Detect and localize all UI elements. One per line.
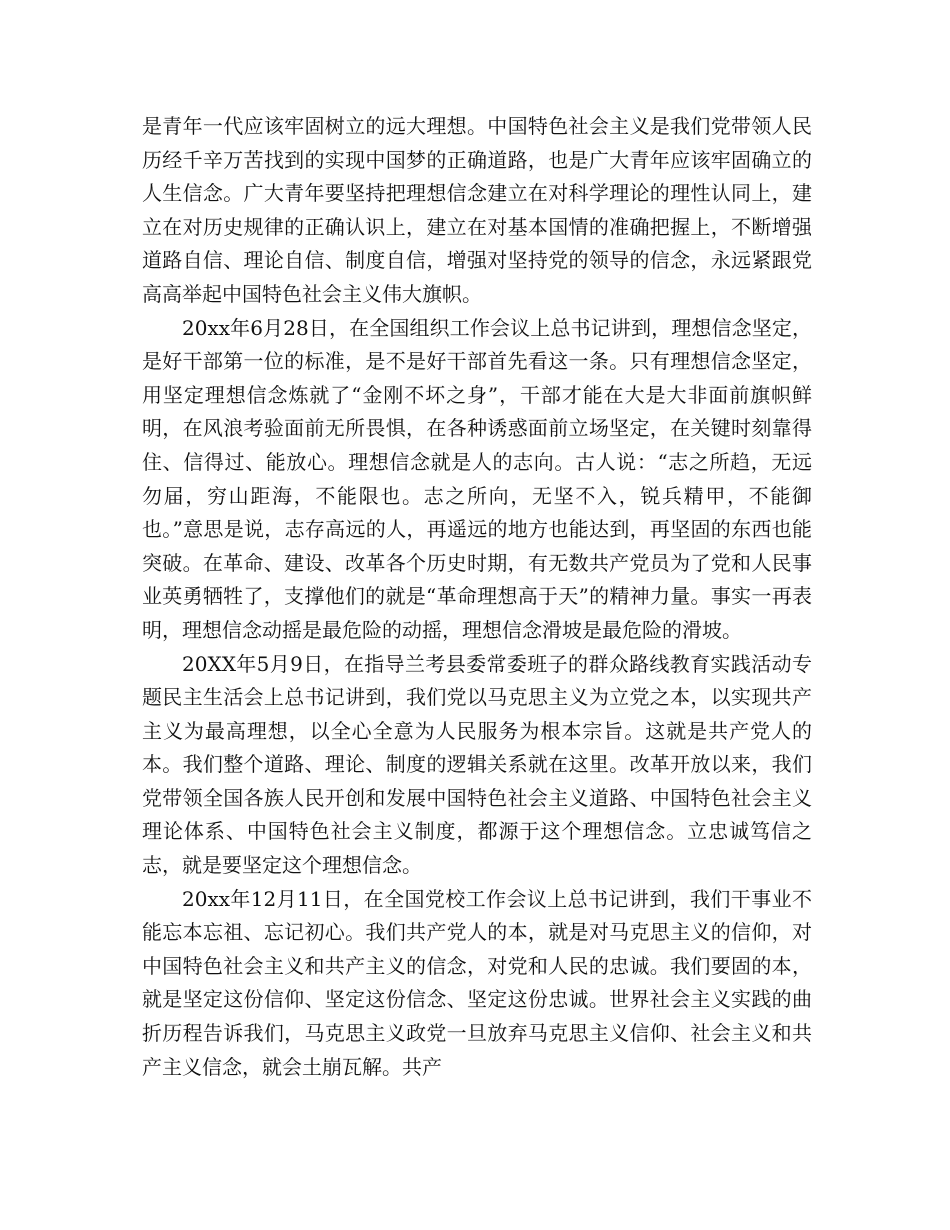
paragraph-2: 20xx年6月28日，在全国组织工作会议上总书记讲到，理想信念坚定，是好干部第一位的标准，是不是好干部首先看这一条。只有理想信念坚定，用坚定理想信念炼就了“金刚不坏之身”，干部才能在大是大非面前旗帜鲜明，在风浪考验面前无所畏惧，在各种诱惑面前立场坚定，在关键时刻靠得住、信得过、能放心。理想信念就是人的志向。古人说：“志之所趋，无远勿届，穷山距海，不能限也。志之所向，无坚不入，锐兵精甲，不能御也。”意思是说，志存高远的人，再遥远的地方也能达到，再坚固的东西也能突破。在革命、建设、改革各个历史时期，有无数共产党员为了党和人民事业英勇牺牲了，支撑他们的就是“革命理想高于天”的精神力量。事实一再表明，理想信念动摇是最危险的动摇，理想信念滑坡是最危险的滑坡。 [142, 315, 812, 642]
paragraph-1: 是青年一代应该牢固树立的远大理想。中国特色社会主义是我们党带领人民历经千辛万苦找到的实现中国梦的正确道路，也是广大青年应该牢固确立的人生信念。广大青年要坚持把理想信念建立在对科学理论的理性认同上，建立在对历史规律的正确认识上，建立在对基本国情的准确把握上，不断增强道路自信、理论自信、制度自信，增强对坚持党的领导的信念，永远紧跟党高高举起中国特色社会主义伟大旗帜。 [142, 114, 812, 306]
paragraph-3: 20XX年5月9日，在指导兰考县委常委班子的群众路线教育实践活动专题民主生活会上总书记讲到，我们党以马克思主义为立党之本，以实现共产主义为最高理想，以全心全意为人民服务为根本宗旨。这就是共产党人的本。我们整个道路、理论、制度的逻辑关系就在这里。改革开放以来，我们党带领全国各族人民开创和发展中国特色社会主义道路、中国特色社会主义理论体系、中国特色社会主义制度，都源于这个理想信念。立忠诚笃信之志，就是要坚定这个理想信念。 [142, 651, 812, 878]
paragraph-4: 20xx年12月11日，在全国党校工作会议上总书记讲到，我们干事业不能忘本忘祖、忘记初心。我们共产党人的本，就是对马克思主义的信仰，对中国特色社会主义和共产主义的信念，对党和人民的忠诚。我们要固的本，就是坚定这份信仰、坚定这份信念、坚定这份忠诚。世界社会主义实践的曲折历程告诉我们，马克思主义政党一旦放弃马克思主义信仰、社会主义和共产主义信念，就会土崩瓦解。共产 [142, 886, 812, 1079]
document-body [142, 110, 812, 1084]
